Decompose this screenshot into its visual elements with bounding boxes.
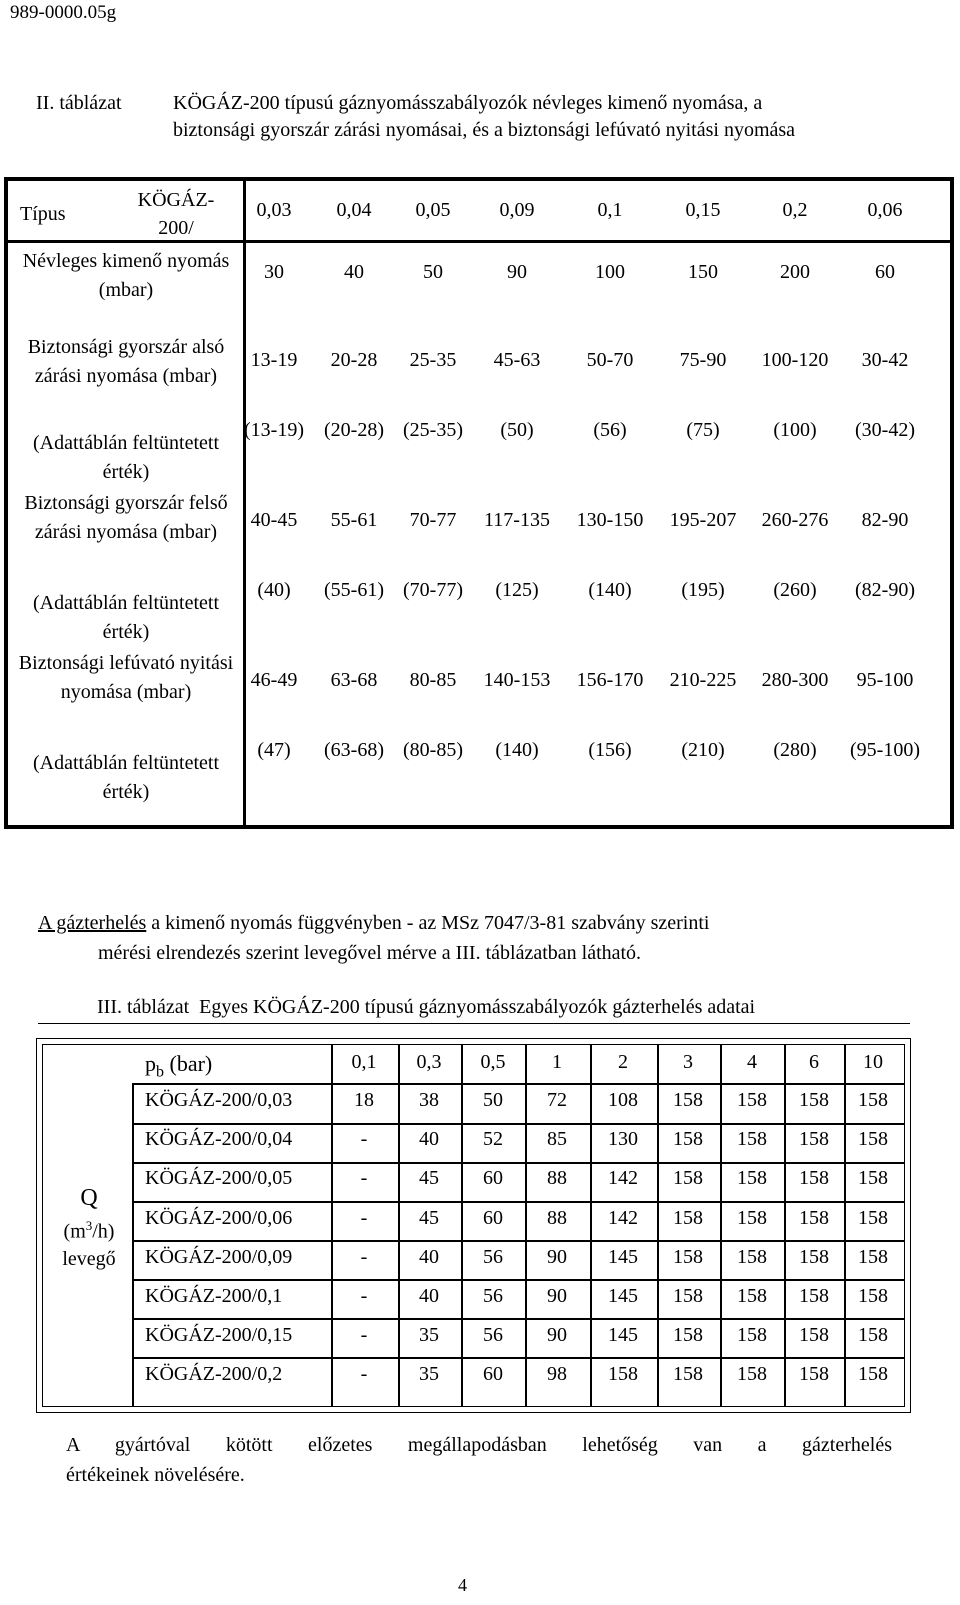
lower-cell: 100-120 [761, 349, 829, 371]
row-label-relief-plate: (Adattáblán feltüntetett érték) [32, 752, 220, 803]
relief-plate-cell: (280) [773, 739, 817, 761]
table3-gridline-vertical [720, 1045, 722, 1406]
table2-header-tipus: Típus [20, 203, 66, 225]
flow-medium: levegő [62, 1247, 116, 1270]
table3-gridline-vertical [844, 1045, 846, 1406]
table3-gridline-vertical [461, 1045, 463, 1406]
gas-load-value-cell: - [360, 1206, 368, 1229]
flow-unit-sup: 3 [85, 1218, 93, 1233]
row-label-upper-plate: (Adattáblán feltüntetett érték) [32, 592, 220, 643]
gas-load-value-cell: 88 [547, 1167, 567, 1190]
upper-cell: 195-207 [669, 509, 737, 531]
table3-inner [42, 1044, 905, 1407]
gas-load-value-cell: 98 [547, 1363, 567, 1386]
gas-load-value-cell: 158 [858, 1363, 888, 1386]
regulator-type-label: KÖGÁZ-200/0,04 [145, 1128, 293, 1151]
relief-plate-cell: (156) [588, 739, 632, 761]
gas-load-paragraph-line2: mérési elrendezés szerint levegővel mérve a III. táblázatban látható. [98, 942, 642, 964]
table3-gridline-horizontal [132, 1083, 904, 1085]
table3-label: III. táblázat [97, 996, 190, 1018]
relief-plate-cell: (80-85) [403, 739, 463, 761]
gas-load-value-cell: 158 [799, 1206, 829, 1229]
relief-cell: 80-85 [409, 669, 457, 691]
pb-header [145, 1051, 212, 1081]
relief-cell: 140-153 [483, 669, 551, 691]
lower-cell: 50-70 [586, 349, 634, 371]
table3-caption-rule [38, 1023, 910, 1024]
table3-gridline-horizontal [132, 1123, 904, 1125]
table2-header-kogaz-line: KÖGÁZ- [137, 189, 215, 211]
regulator-type-label: KÖGÁZ-200/0,05 [145, 1167, 293, 1190]
pressure-header-cell: 6 [809, 1051, 819, 1073]
pressure-header-cell: 3 [683, 1051, 693, 1073]
gas-load-value-cell: 158 [673, 1167, 703, 1190]
relief-cell: 46-49 [250, 669, 298, 691]
gas-load-underlined: A gázterhelés [38, 912, 147, 934]
gas-load-value-cell: 145 [608, 1285, 638, 1307]
gas-load-value-cell: 90 [547, 1245, 567, 1268]
lower-cell: 20-28 [330, 349, 378, 371]
gas-load-value-cell: 145 [608, 1245, 638, 1268]
gas-load-value-cell: 142 [608, 1167, 638, 1190]
row-label-lower: Biztonsági gyorszár alsó zárási nyomása (mbar) [27, 336, 225, 387]
type-cell: 0,2 [782, 199, 808, 221]
nominal-cell: 40 [344, 261, 364, 283]
gas-load-value-cell: 158 [737, 1363, 767, 1386]
gas-load-value-cell: 108 [608, 1089, 638, 1111]
gas-load-value-cell: 40 [419, 1285, 439, 1307]
nominal-cell: 60 [875, 261, 895, 283]
gas-load-value-cell: 158 [799, 1128, 829, 1151]
gas-load-paragraph [38, 908, 910, 968]
lower-cell: 13-19 [250, 349, 298, 371]
pressure-header-cell: 0,3 [416, 1051, 442, 1073]
upper-plate-cell: (70-77) [403, 579, 463, 601]
row-label-relief: Biztonsági lefúvató nyitási nyomása (mbar) [18, 652, 234, 703]
gas-load-value-cell: 158 [673, 1128, 703, 1151]
row-label-nominal: Névleges kimenő nyomás (mbar) [22, 250, 230, 301]
table3-caption [97, 996, 755, 1019]
gas-load-value-cell: 158 [737, 1206, 767, 1229]
relief-plate-cell: (47) [257, 739, 291, 761]
gas-load-value-cell: 90 [547, 1285, 567, 1307]
gas-load-value-cell: 158 [799, 1363, 829, 1386]
gas-load-value-cell: 158 [858, 1128, 888, 1151]
type-cell: 0,03 [256, 199, 292, 221]
gas-load-value-cell: 158 [858, 1167, 888, 1190]
gas-load-value-cell: - [360, 1167, 368, 1190]
gas-load-value-cell: 52 [483, 1128, 503, 1151]
regulator-type-label: KÖGÁZ-200/0,06 [145, 1206, 293, 1229]
gas-load-value-cell: 158 [737, 1128, 767, 1151]
upper-plate-cell: (140) [588, 579, 632, 601]
lower-plate-cell: (75) [686, 419, 720, 441]
gas-load-value-cell: - [360, 1324, 368, 1347]
gas-load-value-cell: 158 [673, 1089, 703, 1111]
type-cell: 0,09 [499, 199, 535, 221]
table3-gridline-horizontal [132, 1279, 904, 1281]
gas-load-paragraph-line1 [38, 908, 910, 938]
gas-load-value-cell: 90 [547, 1324, 567, 1347]
page-number: 4 [458, 1575, 467, 1595]
gas-load-value-cell: 158 [673, 1363, 703, 1386]
gas-load-value-cell: 88 [547, 1206, 567, 1229]
relief-cell: 156-170 [576, 669, 644, 691]
upper-cell: 130-150 [576, 509, 644, 531]
gas-load-value-cell: 158 [858, 1285, 888, 1307]
table3-gridline-horizontal [132, 1240, 904, 1242]
table2 [4, 177, 954, 829]
nominal-cell: 100 [595, 261, 625, 283]
lower-plate-cell: (20-28) [324, 419, 384, 441]
table2-header-kogaz-line: 200/ [158, 217, 194, 239]
lower-plate-cell: (25-35) [403, 419, 463, 441]
gas-load-value-cell: 56 [483, 1245, 503, 1268]
gas-load-value-cell: 158 [799, 1167, 829, 1190]
upper-cell: 82-90 [861, 509, 909, 531]
table2-label: II. táblázat [36, 92, 122, 114]
upper-cell: 55-61 [330, 509, 378, 531]
gas-load-value-cell: 158 [737, 1245, 767, 1268]
gas-load-value-cell: 142 [608, 1206, 638, 1229]
nominal-cell: 30 [264, 261, 284, 283]
nominal-cell: 200 [780, 261, 810, 283]
gas-load-value-cell: 145 [608, 1324, 638, 1347]
relief-plate-cell: (95-100) [850, 739, 920, 761]
gas-load-value-cell: 158 [673, 1206, 703, 1229]
table3-gridline-horizontal [132, 1357, 904, 1359]
table3-gridline-vertical [590, 1045, 592, 1406]
gas-load-value-cell: 40 [419, 1128, 439, 1151]
relief-cell: 95-100 [856, 669, 914, 691]
gas-load-value-cell: 158 [608, 1363, 638, 1386]
pressure-header-cell: 0,1 [351, 1051, 377, 1073]
gas-load-value-cell: 158 [673, 1285, 703, 1307]
gas-load-value-cell: 158 [737, 1089, 767, 1111]
upper-plate-cell: (40) [257, 579, 291, 601]
upper-cell: 40-45 [250, 509, 298, 531]
gas-load-value-cell: 158 [673, 1245, 703, 1268]
gas-load-value-cell: 35 [419, 1324, 439, 1347]
gas-load-value-cell: - [360, 1245, 368, 1268]
pressure-header-cell: 2 [618, 1051, 628, 1073]
lower-plate-cell: (50) [500, 419, 534, 441]
table3-caption-text: Egyes KÖGÁZ-200 típusú gáznyomásszabályozók gázterhelés adatai [199, 996, 756, 1018]
lower-plate-cell: (100) [773, 419, 817, 441]
gas-load-value-cell: 158 [799, 1285, 829, 1307]
upper-cell: 70-77 [409, 509, 457, 531]
upper-plate-cell: (195) [681, 579, 725, 601]
flow-unit [43, 1212, 135, 1246]
flow-label [43, 1185, 135, 1273]
gas-load-value-cell: 40 [419, 1245, 439, 1268]
lower-plate-cell: (30-42) [855, 419, 915, 441]
lower-plate-cell: (56) [593, 419, 627, 441]
gas-load-value-cell: 158 [737, 1167, 767, 1190]
upper-plate-cell: (82-90) [855, 579, 915, 601]
nominal-cell: 150 [688, 261, 718, 283]
regulator-type-label: KÖGÁZ-200/0,2 [145, 1363, 283, 1386]
upper-plate-cell: (125) [495, 579, 539, 601]
table3-gridline-vertical [657, 1045, 659, 1406]
flow-unit-pre: (m [63, 1220, 86, 1243]
type-cell: 0,04 [336, 199, 372, 221]
gas-load-value-cell: 158 [799, 1089, 829, 1111]
flow-symbol: Q [80, 1185, 98, 1211]
gas-load-value-cell: 45 [419, 1167, 439, 1190]
regulator-type-label: KÖGÁZ-200/0,03 [145, 1089, 293, 1111]
gas-load-value-cell: - [360, 1128, 368, 1151]
gas-load-value-cell: 60 [483, 1206, 503, 1229]
table3-gridline-vertical [784, 1045, 786, 1406]
table3-gridline-vertical [525, 1045, 527, 1406]
type-cell: 0,1 [597, 199, 623, 221]
gas-load-value-cell: 158 [673, 1324, 703, 1347]
gas-load-value-cell: 56 [483, 1324, 503, 1347]
pressure-header-cell: 10 [863, 1051, 883, 1073]
relief-plate-cell: (140) [495, 739, 539, 761]
pressure-header-cell: 0,5 [480, 1051, 506, 1073]
document-id: 989-0000.05g [10, 2, 117, 23]
type-cell: 0,15 [685, 199, 721, 221]
gas-load-value-cell: 158 [737, 1285, 767, 1307]
lower-cell: 25-35 [409, 349, 457, 371]
nominal-cell: 50 [423, 261, 443, 283]
table2-caption-text: KÖGÁZ-200 típusú gáznyomásszabályozók névleges kimenő nyomása, a biztonsági gyorszár zárási nyomásai, és a biztonsági lefúvató nyitási nyomása [173, 92, 796, 142]
lower-plate-cell: (13-19) [244, 419, 304, 441]
table3-gridline-horizontal [132, 1201, 904, 1203]
relief-cell: 210-225 [669, 669, 737, 691]
table3-gridline-vertical [331, 1045, 333, 1406]
flow-unit-post: /h) [92, 1220, 115, 1243]
relief-cell: 280-300 [761, 669, 829, 691]
table3-gridline-horizontal [132, 1318, 904, 1320]
pb-unit: (bar) [164, 1051, 213, 1076]
regulator-type-label: KÖGÁZ-200/0,15 [145, 1324, 293, 1347]
table3-gridline-horizontal [132, 1162, 904, 1164]
upper-cell: 260-276 [761, 509, 829, 531]
gas-load-value-cell: - [360, 1285, 368, 1307]
regulator-type-label: KÖGÁZ-200/0,09 [145, 1245, 293, 1268]
gas-load-value-cell: 158 [799, 1245, 829, 1268]
upper-plate-cell: (55-61) [324, 579, 384, 601]
table3 [36, 1038, 911, 1413]
manufacturer-note-line2: értékeinek növelésére. [66, 1464, 245, 1486]
pressure-header-cell: 1 [552, 1051, 562, 1073]
upper-plate-cell: (260) [773, 579, 817, 601]
gas-load-line1-rest: a kimenő nyomás függvényben - az MSz 7047/3-81 szabvány szerinti [146, 912, 710, 934]
table2-header-kogaz [116, 186, 236, 242]
row-label-upper: Biztonsági gyorszár felső zárási nyomása (mbar) [24, 492, 228, 543]
manufacturer-note-line1: A gyártóval kötött előzetes megállapodásban lehetőség van a gázterhelés [66, 1434, 892, 1456]
gas-load-value-cell: 158 [799, 1324, 829, 1347]
gas-load-value-cell: 158 [858, 1206, 888, 1229]
table3-gridline-vertical [398, 1045, 400, 1406]
gas-load-value-cell: 60 [483, 1167, 503, 1190]
gas-load-value-cell: - [360, 1363, 368, 1386]
gas-load-value-cell: 72 [547, 1089, 567, 1111]
pb-symbol: p [145, 1051, 156, 1076]
type-cell: 0,06 [867, 199, 903, 221]
gas-load-value-cell: 56 [483, 1285, 503, 1307]
manufacturer-note [66, 1430, 892, 1490]
pb-subscript: b [156, 1063, 164, 1081]
gas-load-value-cell: 50 [483, 1089, 503, 1111]
relief-plate-cell: (63-68) [324, 739, 384, 761]
upper-cell: 117-135 [484, 509, 550, 531]
gas-load-value-cell: 158 [858, 1324, 888, 1347]
table2-divider-vertical [243, 181, 246, 825]
lower-cell: 45-63 [493, 349, 541, 371]
gas-load-value-cell: 158 [858, 1089, 888, 1111]
lower-cell: 75-90 [679, 349, 727, 371]
gas-load-value-cell: 45 [419, 1206, 439, 1229]
gas-load-value-cell: 38 [419, 1089, 439, 1111]
regulator-type-label: KÖGÁZ-200/0,1 [145, 1285, 283, 1307]
nominal-cell: 90 [507, 261, 527, 283]
gas-load-value-cell: 35 [419, 1363, 439, 1386]
relief-cell: 63-68 [330, 669, 378, 691]
gas-load-value-cell: 158 [858, 1245, 888, 1268]
gas-load-value-cell: 18 [354, 1089, 374, 1111]
lower-cell: 30-42 [861, 349, 909, 371]
gas-load-value-cell: 60 [483, 1363, 503, 1386]
type-cell: 0,05 [415, 199, 451, 221]
gas-load-value-cell: 85 [547, 1128, 567, 1151]
row-label-lower-plate: (Adattáblán feltüntetett érték) [32, 432, 220, 483]
gas-load-value-cell: 130 [608, 1128, 638, 1151]
relief-plate-cell: (210) [681, 739, 725, 761]
pressure-header-cell: 4 [747, 1051, 757, 1073]
gas-load-value-cell: 158 [737, 1324, 767, 1347]
